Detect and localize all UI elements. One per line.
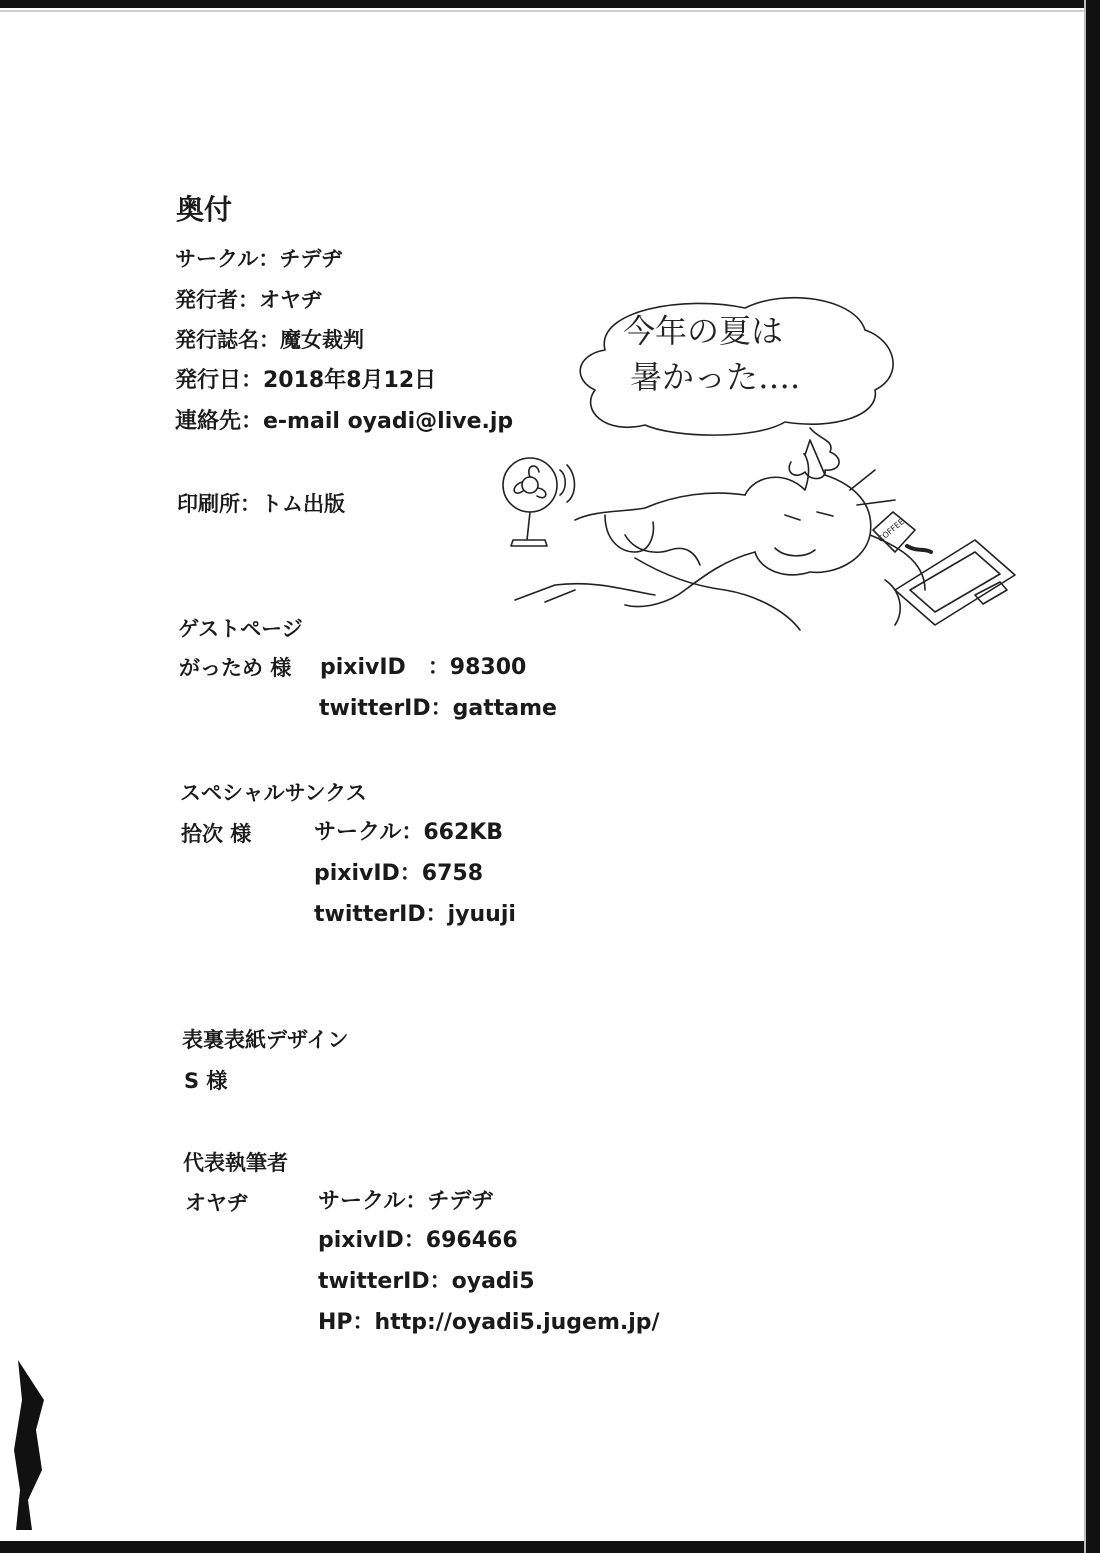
thanks-heading: スペシャルサンクス — [180, 781, 367, 805]
thanks-twitter: twitterID：jyuuji — [314, 902, 516, 927]
author-circle: サークル：チデヂ — [318, 1189, 494, 1214]
coffee-mug-icon — [873, 512, 931, 552]
guest-pixiv: pixivID ：98300 — [320, 655, 527, 680]
cover-heading: 表裏表紙デザイン — [182, 1028, 349, 1052]
thanks-pixiv: pixivID：6758 — [314, 861, 484, 886]
author-name: オヤヂ — [185, 1191, 248, 1215]
printer-line: 印刷所：トム出版 — [177, 492, 345, 516]
mug-label: COFFEE — [876, 517, 906, 544]
page-edge-top — [0, 10, 1086, 12]
thanks-name: 拾次 様 — [181, 822, 252, 846]
scan-border-right — [1086, 0, 1100, 1553]
contact-line: 連絡先：e-mail oyadi@live.jp — [175, 409, 514, 434]
heat-sketch-illustration — [455, 290, 1040, 650]
tablet-icon — [895, 540, 1015, 625]
guest-name: がっため 様 — [179, 656, 292, 680]
page-edge-right — [1084, 0, 1086, 1553]
bubble-text-line1: 今年の夏は — [623, 312, 784, 350]
author-twitter: twitterID：oyadi5 — [318, 1269, 535, 1294]
author-homepage: HP：http://oyadi5.jugem.jp/ — [318, 1310, 660, 1335]
page-title: 奥付 — [176, 193, 233, 226]
date-line: 発行日：2018年8月12日 — [175, 368, 437, 393]
fan-icon — [503, 458, 575, 546]
author-heading: 代表執筆者 — [183, 1151, 288, 1175]
cover-name: S 様 — [184, 1069, 228, 1093]
bubble-text-line2: 暑かった…. — [630, 358, 801, 396]
scan-border-bottom — [0, 1541, 1100, 1553]
binding-mark — [14, 1360, 48, 1530]
book-title-line: 発行誌名：魔女裁判 — [175, 328, 364, 352]
thanks-circle: サークル：662KB — [314, 820, 504, 845]
collapsed-character — [515, 440, 925, 630]
guest-heading: ゲストページ — [178, 617, 303, 641]
scan-border-top — [0, 0, 1100, 8]
publisher-line: 発行者：オヤヂ — [175, 288, 322, 312]
guest-twitter: twitterID：gattame — [319, 696, 557, 721]
author-pixiv: pixivID：696466 — [318, 1228, 518, 1253]
circle-line: サークル：チデヂ — [175, 247, 343, 271]
